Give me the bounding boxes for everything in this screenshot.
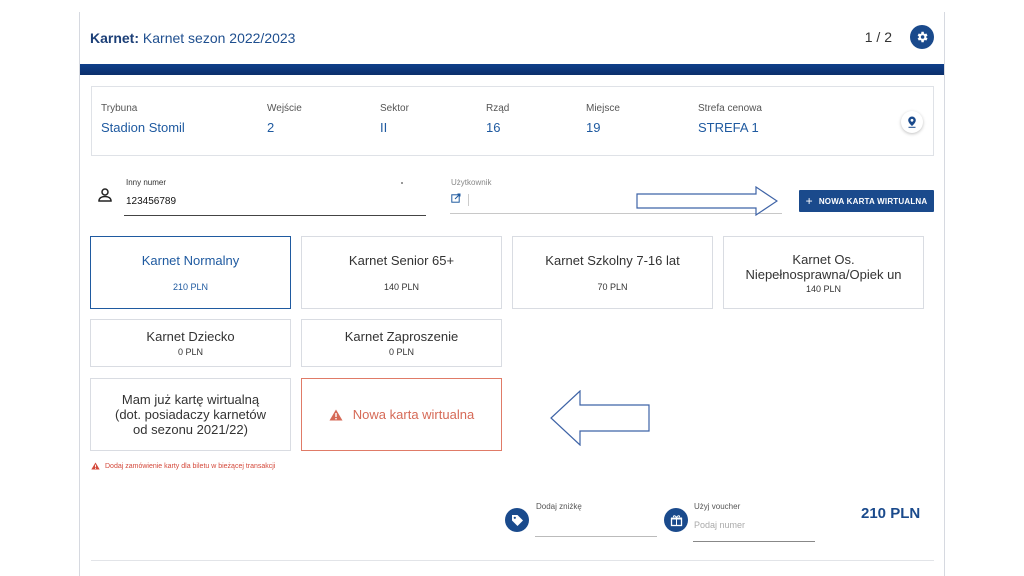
voucher-input[interactable]: Podaj numer — [694, 520, 746, 530]
have-virtual-card-option[interactable] — [90, 378, 291, 451]
arrow-right-icon — [636, 186, 778, 216]
discount-button[interactable] — [505, 508, 529, 532]
seat-field-entrance — [267, 103, 302, 135]
ticket-option-senior[interactable] — [301, 236, 502, 309]
page-title — [90, 30, 295, 46]
ticket-option-invitation[interactable] — [301, 319, 502, 367]
seat-info — [91, 86, 934, 156]
seat-field-label: Rząd — [486, 103, 510, 114]
gear-icon — [915, 30, 929, 44]
seat-field-value: STREFA 1 — [698, 120, 759, 135]
seat-field-value: II — [380, 120, 388, 135]
new-card-label: Nowa karta wirtualna — [352, 407, 475, 422]
ticket-name: Karnet Dziecko — [146, 329, 235, 344]
new-virtual-card-button[interactable] — [799, 190, 934, 212]
seat-field-value: 2 — [267, 120, 275, 135]
new-virtual-card-option[interactable] — [301, 378, 502, 451]
ticket-name: Karnet Zaproszenie — [344, 329, 459, 344]
total-price: 210 PLN — [861, 505, 921, 522]
voucher-label: Użyj voucher — [694, 502, 741, 511]
voucher-field-underline — [693, 541, 815, 542]
settings-button[interactable] — [910, 25, 934, 49]
tag-icon — [511, 514, 524, 527]
location-button[interactable] — [901, 111, 923, 133]
ticket-price: 140 PLN — [805, 283, 842, 294]
ticket-name: Karnet Szkolny 7-16 lat — [545, 253, 680, 268]
discount-label: Dodaj zniżkę — [536, 502, 582, 511]
number-field[interactable]: 123456789 — [126, 196, 177, 207]
error-text: Dodaj zamówienie karty dla biletu w bieżącej transakcji — [105, 462, 276, 470]
seat-field-row — [486, 103, 509, 135]
seat-field-stand — [101, 103, 185, 135]
ticket-option-normal[interactable] — [90, 236, 291, 309]
gift-icon — [670, 514, 683, 527]
seat-field-sector — [380, 103, 409, 135]
number-field-label: Inny numer — [126, 178, 167, 187]
number-field-underline — [124, 215, 426, 216]
voucher-button[interactable] — [664, 508, 688, 532]
user-field-cursor[interactable] — [468, 194, 469, 206]
have-card-label: Mam już kartę wirtualną (dot. posiadaczy karnetów od sezonu 2021/22) — [114, 392, 267, 437]
discount-field[interactable] — [535, 536, 657, 537]
seat-field-value: 16 — [486, 120, 501, 135]
open-external-icon[interactable] — [451, 193, 461, 203]
seat-field-seat — [586, 103, 620, 135]
ticket-option-school[interactable] — [512, 236, 713, 309]
title-label: Karnet: — [90, 30, 140, 46]
seat-field-value: Stadion Stomil — [101, 120, 185, 135]
ticket-option-child[interactable] — [90, 319, 291, 367]
seat-field-label: Miejsce — [586, 103, 620, 114]
seat-field-label: Sektor — [380, 103, 409, 114]
arrow-left-icon — [550, 390, 650, 446]
header-accent-bar — [80, 64, 944, 75]
user-field-label: Użytkownik — [451, 178, 492, 187]
warning-icon — [329, 409, 343, 421]
ticket-price: 210 PLN — [172, 282, 209, 292]
ticket-price: 70 PLN — [597, 282, 628, 292]
seat-field-label: Wejście — [267, 103, 302, 114]
panel-header — [80, 12, 944, 64]
ticket-price: 0 PLN — [177, 347, 203, 357]
map-pin-icon — [907, 116, 917, 128]
seat-field-label: Strefa cenowa — [698, 103, 762, 114]
title-value: Karnet sezon 2022/2023 — [142, 30, 296, 46]
warning-icon — [91, 462, 100, 470]
error-message — [91, 462, 275, 470]
ticket-price: 0 PLN — [388, 347, 414, 357]
new-card-button-label: NOWA KARTA WIRTUALNA — [818, 196, 928, 206]
seat-field-value: 19 — [586, 120, 601, 135]
footer-divider — [91, 560, 934, 561]
divider-dot — [401, 182, 403, 184]
plus-icon: + — [805, 194, 813, 208]
user-icon — [98, 188, 112, 202]
ticket-panel — [79, 12, 945, 576]
ticket-name: Karnet Os. Niepełnosprawna/Opiek un — [745, 251, 902, 282]
seat-field-label: Trybuna — [101, 103, 138, 114]
pager: 1 / 2 — [864, 29, 892, 45]
ticket-option-disabled[interactable] — [723, 236, 924, 309]
seat-field-price-zone — [698, 103, 762, 135]
ticket-name: Karnet Senior 65+ — [348, 253, 455, 268]
ticket-price: 140 PLN — [383, 282, 420, 292]
ticket-name: Karnet Normalny — [141, 253, 240, 268]
